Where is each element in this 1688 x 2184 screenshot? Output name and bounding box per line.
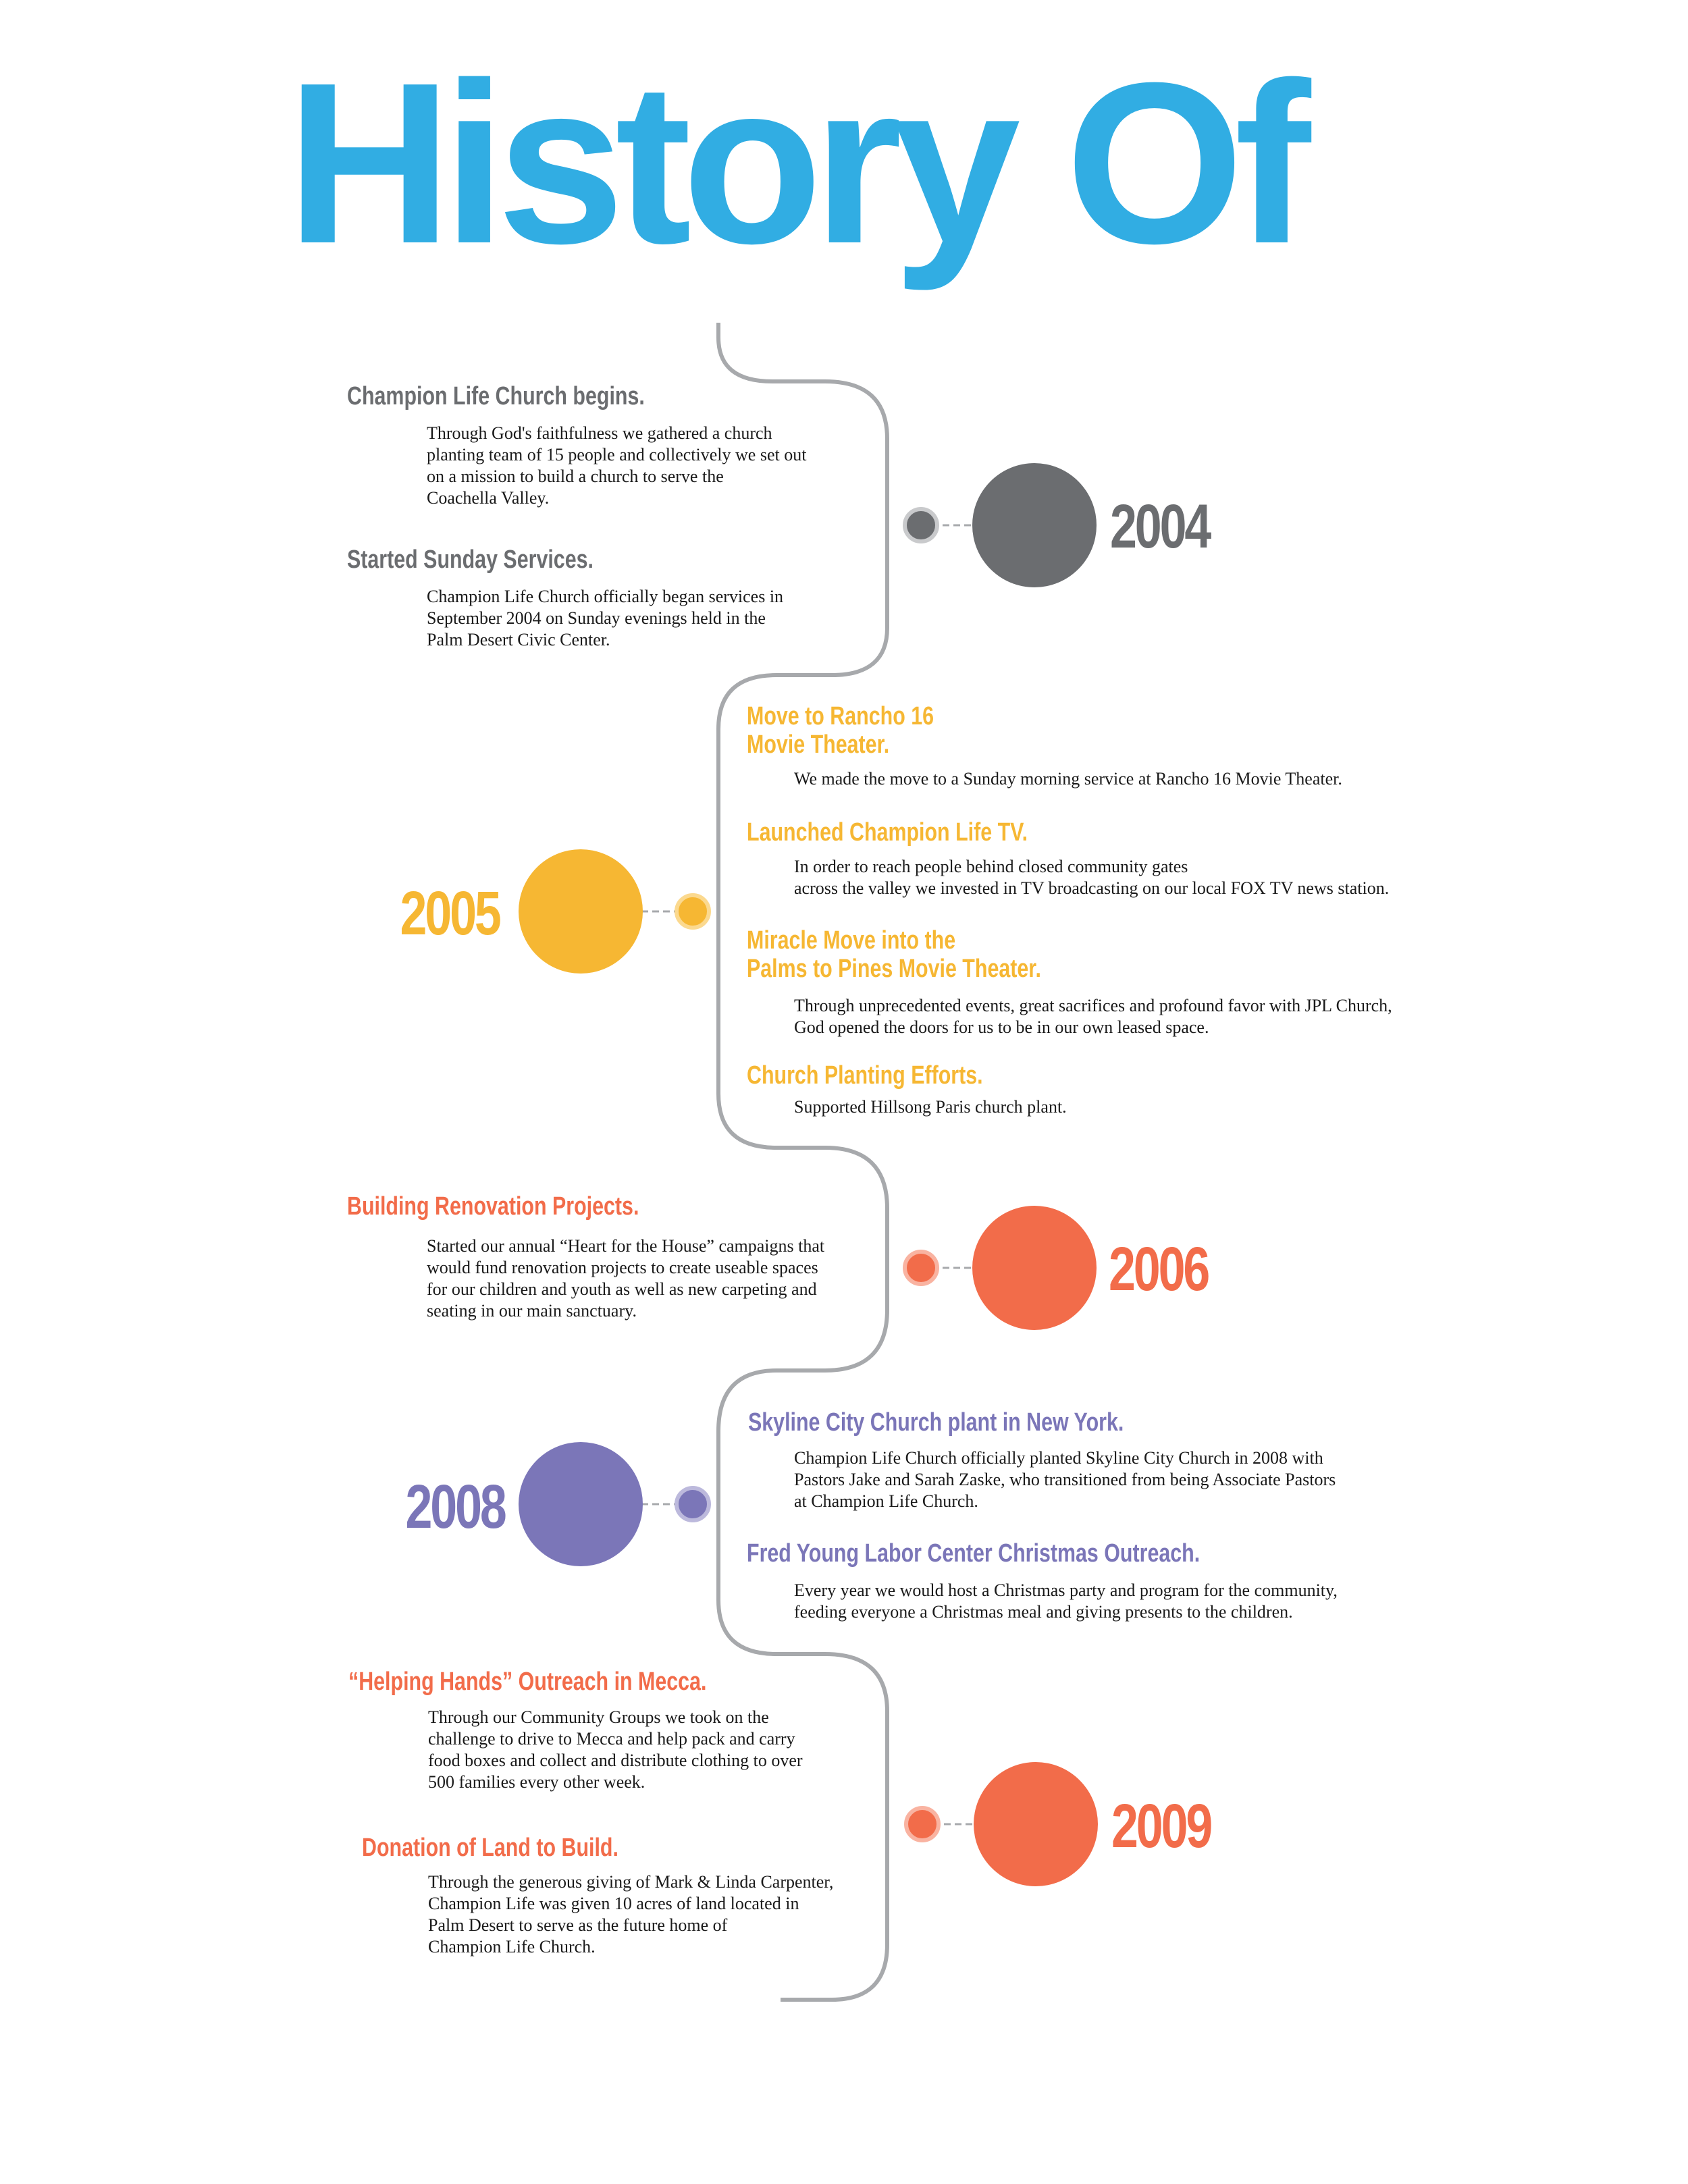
event-body: Supported Hillsong Paris church plant. [794, 1097, 1067, 1117]
dot-2004 [905, 509, 937, 541]
event-body: In order to reach people behind closed community gates across the valley we invested in TV broadcasting on our local FOX TV news station. [794, 857, 1390, 898]
dot-2005 [677, 895, 709, 928]
year-label-2006: 2006 [1109, 1235, 1209, 1304]
event-body: Champion Life Church officially planted Skyline City Church in 2008 with Pastors Jake and Sarah Zaske, who transitioned from being Associate Pastors at Champion Life Church. [794, 1448, 1336, 1511]
year-label-2009: 2009 [1111, 1792, 1211, 1861]
event-body: Every year we would host a Christmas party and program for the community, feeding everyone a Christmas meal and giving presents to the children. [794, 1580, 1338, 1622]
milestone-2006-markers [905, 1206, 1097, 1330]
page-title: History Of [286, 35, 1302, 292]
event-heading: “Helping Hands” Outreach in Mecca. [348, 1668, 707, 1696]
bubble-2006 [972, 1206, 1097, 1330]
event-body: Through unprecedented events, great sacrifices and profound favor with JPL Church, God opened the doors for us to be in our own leased space. [794, 996, 1392, 1037]
event-heading: Building Renovation Projects. [347, 1192, 639, 1221]
event-heading: Miracle Move into the Palms to Pines Movie Theater. [747, 926, 1041, 983]
year-label-2004: 2004 [1110, 492, 1210, 561]
year-label-2008: 2008 [405, 1472, 505, 1541]
milestone-2005-markers [519, 849, 709, 974]
bubble-2009 [974, 1762, 1098, 1886]
bubble-2004 [972, 463, 1097, 587]
event-heading: Skyline City Church plant in New York. [748, 1408, 1124, 1437]
event-body: Champion Life Church officially began services in September 2004 on Sunday evenings held in the Palm Desert Civic Center. [427, 587, 784, 649]
bubble-2005 [519, 849, 643, 974]
event-heading: Donation of Land to Build. [362, 1834, 618, 1862]
event-heading: Church Planting Efforts. [747, 1061, 983, 1090]
event-heading: Champion Life Church begins. [347, 382, 645, 410]
event-heading: Started Sunday Services. [347, 545, 594, 574]
event-heading: Move to Rancho 16 Movie Theater. [747, 702, 934, 759]
year-label-2005: 2005 [400, 879, 500, 948]
event-body: Started our annual “Heart for the House” campaigns that would fund renovation projects to create useable spaces for our children and youth as well as new carpeting and seating in our main sanctuary. [427, 1236, 825, 1321]
dot-2009 [906, 1808, 939, 1840]
event-heading: Launched Champion Life TV. [747, 818, 1028, 847]
milestone-2008-markers [519, 1442, 709, 1566]
event-body: We made the move to a Sunday morning service at Rancho 16 Movie Theater. [794, 769, 1342, 789]
event-body: Through God's faithfulness we gathered a church planting team of 15 people and collectively we set out on a mission to build a church to serve the Coachella Valley. [427, 423, 807, 508]
dot-2006 [905, 1252, 937, 1284]
event-heading: Fred Young Labor Center Christmas Outreach. [747, 1539, 1201, 1568]
milestone-2009-markers [906, 1762, 1098, 1886]
event-body: Through the generous giving of Mark & Linda Carpenter, Champion Life was given 10 acres of land located in Palm Desert to serve as the future home of Champion Life Church. [428, 1872, 834, 1956]
bubble-2008 [519, 1442, 643, 1566]
dot-2008 [677, 1488, 709, 1520]
event-body: Through our Community Groups we took on the challenge to drive to Mecca and help pack and carry food boxes and collect and distribute clothing to over 500 families every other week. [428, 1707, 803, 1792]
milestone-2004-markers [905, 463, 1097, 587]
